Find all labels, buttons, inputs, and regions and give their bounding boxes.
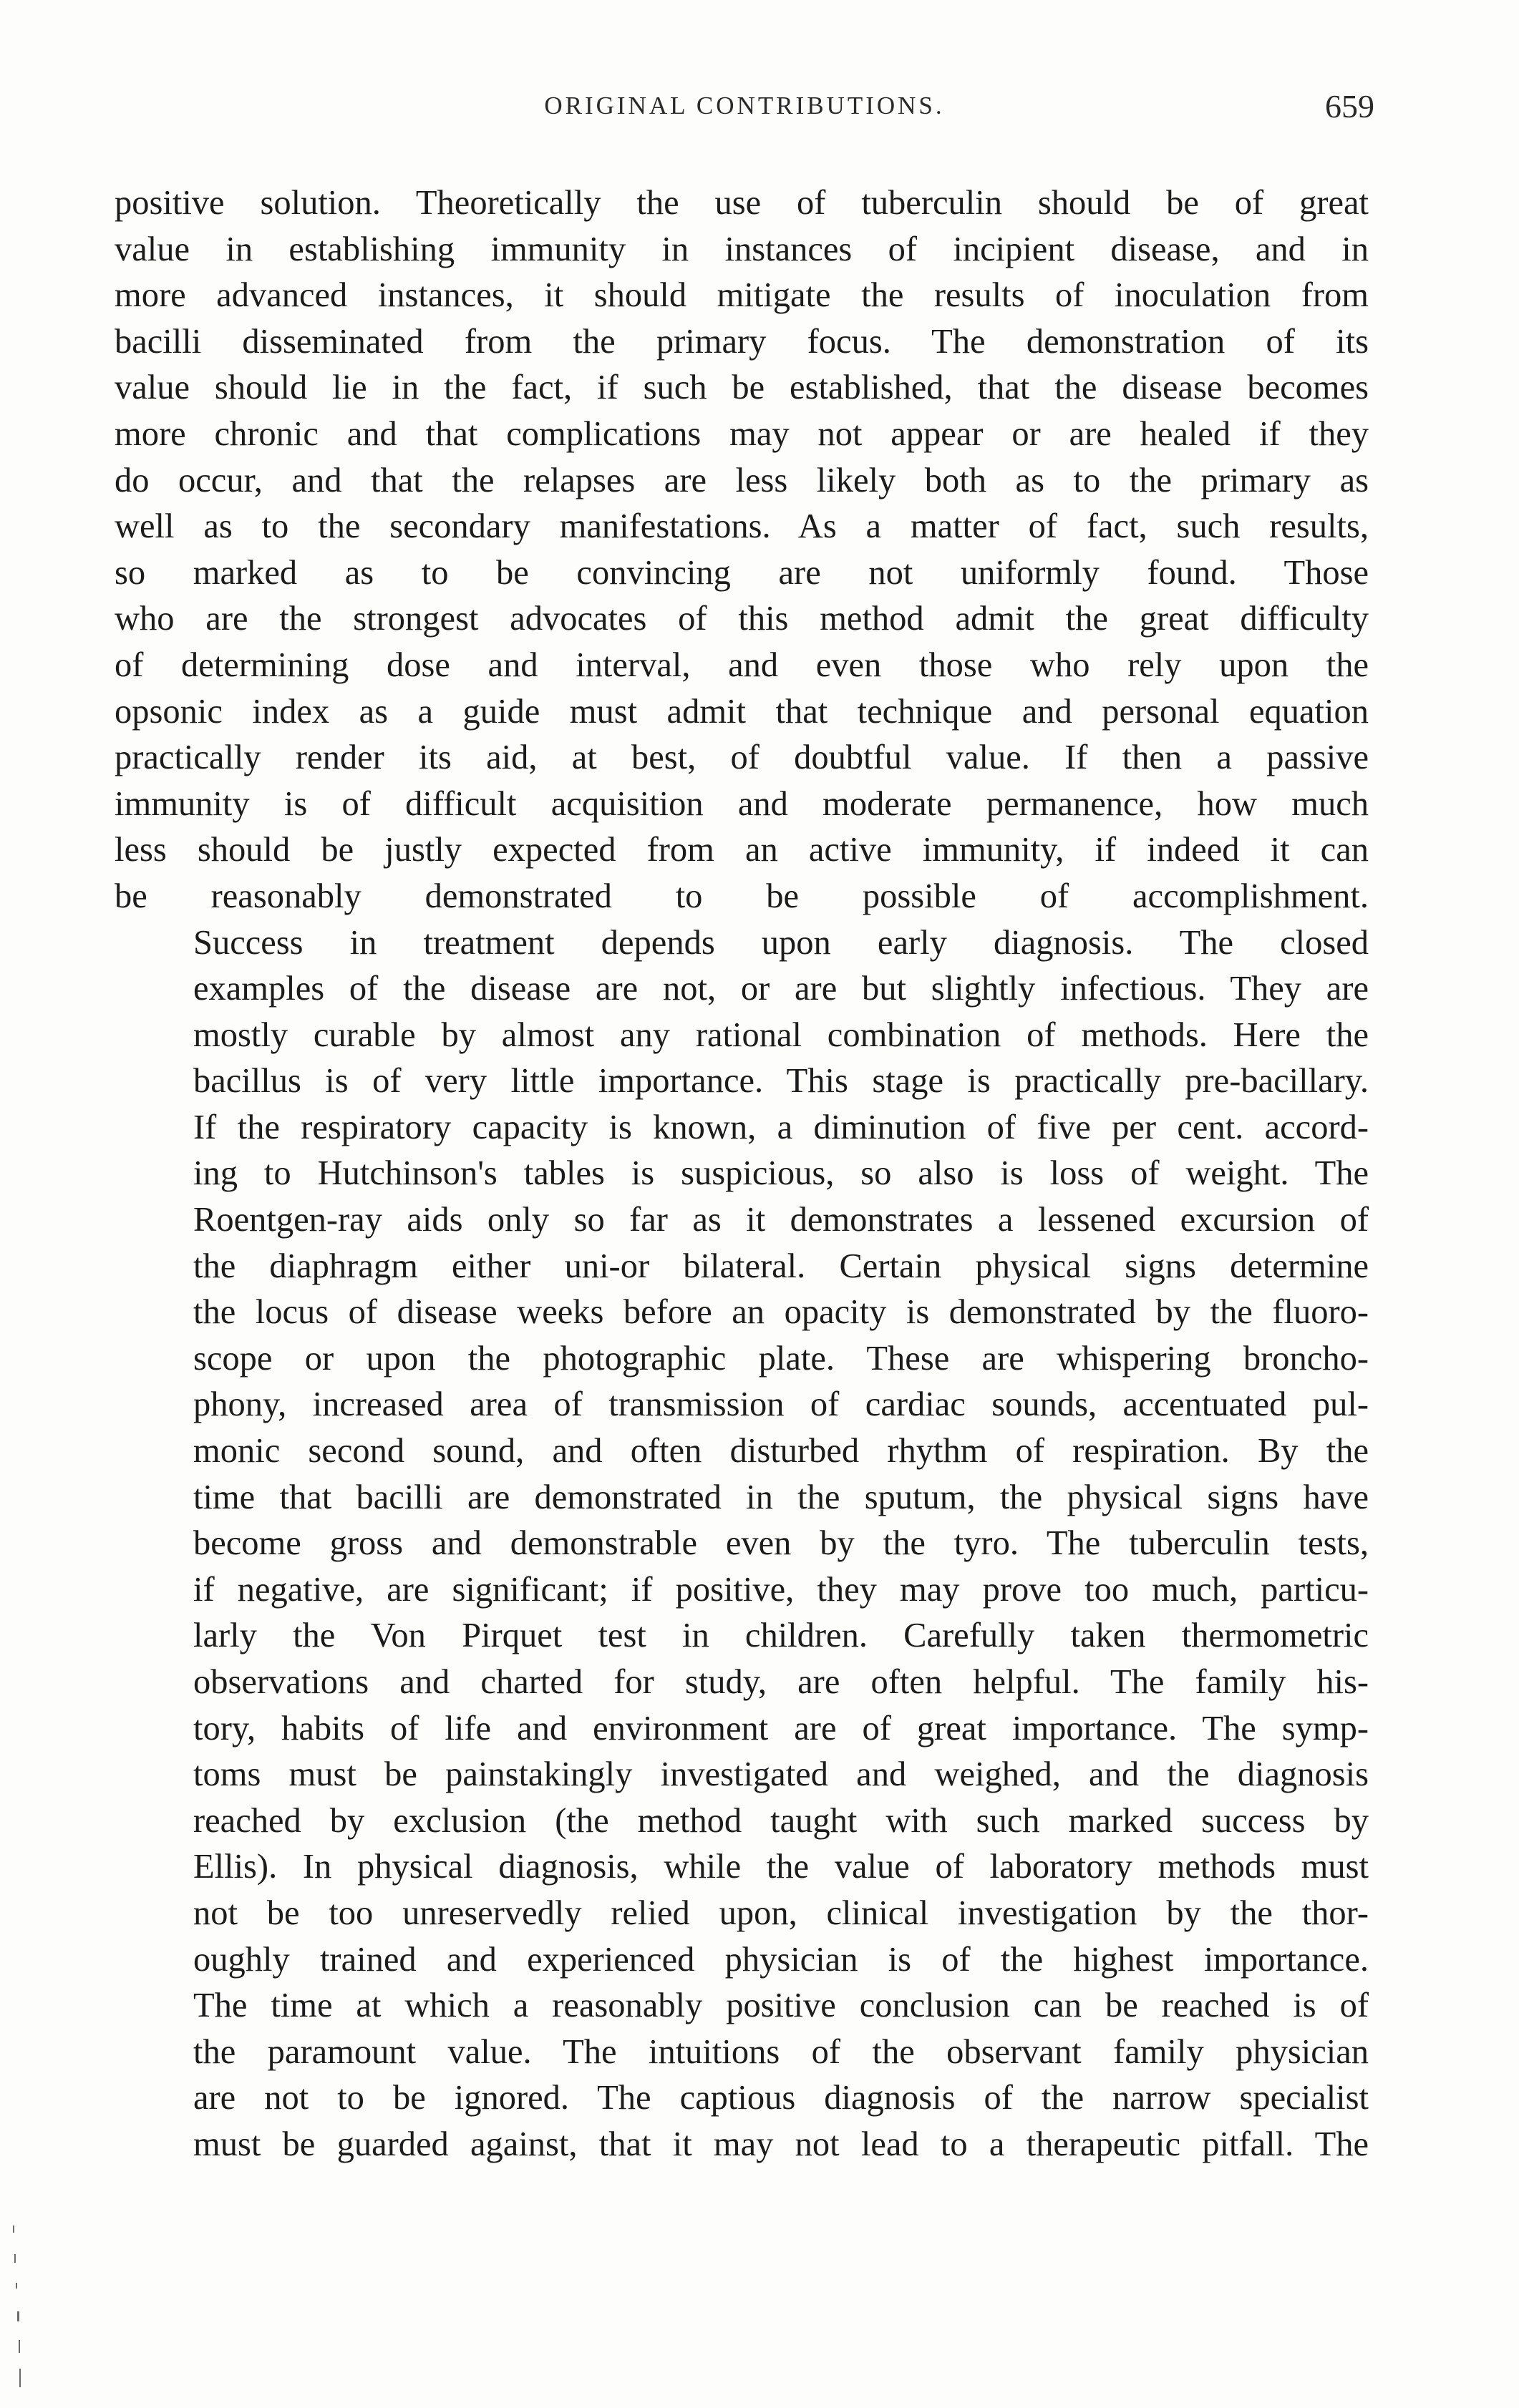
text-line: the diaphragm either uni-or bilateral. Certain physical signs determine xyxy=(193,1247,1369,1285)
text-line: examples of the disease are not, or are but slightly infectious. They are xyxy=(193,970,1369,1008)
paragraph-2 xyxy=(115,920,1369,2168)
text-line: observations and charted for study, are often helpful. The family his- xyxy=(193,1663,1369,1701)
text-line: less should be justly expected from an active immunity, if indeed it can xyxy=(115,831,1369,869)
text-line: tory, habits of life and environment are of great importance. The symp- xyxy=(193,1709,1369,1747)
text-line: toms must be painstakingly investigated and weighed, and the diagnosis xyxy=(193,1755,1369,1794)
text-line: if negative, are significant; if positive, they may prove too much, particu- xyxy=(193,1570,1369,1609)
text-line: be reasonably demonstrated to be possible of accomplishment. xyxy=(115,877,1369,915)
text-line: scope or upon the photographic plate. These are whispering broncho- xyxy=(193,1339,1369,1378)
text-line: more chronic and that complications may not appear or are healed if they xyxy=(115,414,1369,453)
text-line: time that bacilli are demonstrated in the sputum, the physical signs have xyxy=(193,1478,1369,1516)
text-line: more advanced instances, it should mitigate the results of inoculation from xyxy=(115,276,1369,315)
paragraph-1 xyxy=(115,180,1369,920)
text-line: the locus of disease weeks before an opacity is demonstrated by the fluoro- xyxy=(193,1293,1369,1332)
running-head xyxy=(115,88,1374,135)
text-line: bacillus is of very little importance. This stage is practically pre-bacillary. xyxy=(193,1062,1369,1101)
text-line: reached by exclusion (the method taught with such marked success by xyxy=(193,1801,1369,1840)
text-line: immunity is of difficult acquisition and moderate permanence, how much xyxy=(115,784,1369,823)
running-title: ORIGINAL CONTRIBUTIONS. xyxy=(544,92,945,120)
text-line: The time at which a reasonably positive conclusion can be reached is of xyxy=(193,1987,1369,2025)
text-line: so marked as to be convincing are not uniformly found. Those xyxy=(115,553,1369,592)
text-line: are not to be ignored. The captious diagnosis of the narrow specialist xyxy=(193,2079,1369,2117)
text-line: must be guarded against, that it may not lead to a therapeutic pitfall. The xyxy=(193,2125,1369,2163)
text-line: positive solution. Theoretically the use of tuberculin should be of great xyxy=(115,184,1369,222)
text-line: of determining dose and interval, and even those who rely upon the xyxy=(115,645,1369,684)
text-line: value in establishing immunity in instances of incipient disease, and in xyxy=(115,230,1369,268)
text-line: phony, increased area of transmission of cardiac sounds, accentuated pul- xyxy=(193,1385,1369,1424)
text-line: the paramount value. The intuitions of the observant family physician xyxy=(193,2032,1369,2071)
text-line: do occur, and that the relapses are less likely both as to the primary as xyxy=(115,461,1369,499)
scan-margin-specks xyxy=(9,2226,30,2390)
text-line: opsonic index as a guide must admit that technique and personal equation xyxy=(115,692,1369,731)
text-line: oughly trained and experienced physician is of the highest importance. xyxy=(193,1940,1369,1979)
text-line: Roentgen-ray aids only so far as it demonstrates a lessened excursion of xyxy=(193,1201,1369,1239)
text-line: well as to the secondary manifestations. As a matter of fact, such results, xyxy=(115,507,1369,546)
text-line: value should lie in the fact, if such be established, that the disease becomes xyxy=(115,369,1369,407)
text-line: Success in treatment depends upon early diagnosis. The closed xyxy=(193,923,1369,962)
text-line: bacilli disseminated from the primary focus. The demonstration of its xyxy=(115,322,1369,361)
text-line: larly the Von Pirquet test in children. Carefully taken thermometric xyxy=(193,1617,1369,1655)
text-line: not be too unreservedly relied upon, clinical investigation by the thor- xyxy=(193,1893,1369,1932)
text-line: become gross and demonstrable even by the tyro. The tuberculin tests, xyxy=(193,1524,1369,1563)
text-line: monic second sound, and often disturbed rhythm of respiration. By the xyxy=(193,1432,1369,1471)
body-text xyxy=(115,180,1369,2168)
text-line: who are the strongest advocates of this method admit the great difficulty xyxy=(115,600,1369,638)
text-line: If the respiratory capacity is known, a diminution of five per cent. accord- xyxy=(193,1108,1369,1146)
text-line: mostly curable by almost any rational combination of methods. Here the xyxy=(193,1015,1369,1054)
text-line: ing to Hutchinson's tables is suspicious, so also is loss of weight. The xyxy=(193,1154,1369,1193)
text-line: Ellis). In physical diagnosis, while the value of laboratory methods must xyxy=(193,1848,1369,1886)
page-number: 659 xyxy=(1325,88,1374,125)
text-line: practically render its aid, at best, of doubtful value. If then a passive xyxy=(115,739,1369,777)
